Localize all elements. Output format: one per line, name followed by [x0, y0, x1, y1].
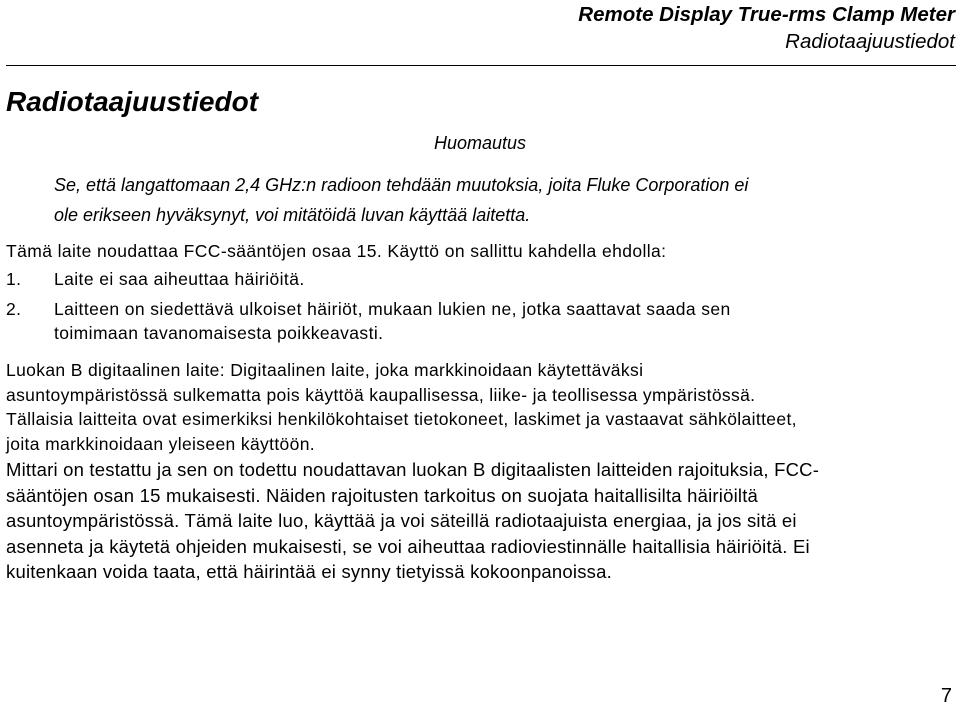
- note-text: [54, 170, 914, 230]
- page-number: 7: [940, 685, 952, 707]
- paragraph-line: asenneta ja käytetä ohjeiden mukaisesti, se voi aiheuttaa radioviestinnälle haitallisia häiriöitä. Ei: [6, 535, 810, 557]
- paragraph-line: Tällaisia laitteita ovat esimerkiksi henkilökohtaiset tietokoneet, laskimet ja vastaavat sähkölaitteet,: [6, 409, 797, 429]
- running-section-title: Radiotaajuustiedot: [785, 30, 955, 53]
- condition-number: 1.: [6, 269, 22, 289]
- condition-text: [54, 297, 954, 345]
- fcc-condition-2: [6, 297, 954, 345]
- note-heading: Huomautus: [433, 133, 527, 153]
- fcc-compliance-paragraph: [6, 457, 956, 585]
- paragraph-line: kuitenkaan voida taata, että häirintää ei synny tietyissä kokoonpanoissa.: [6, 561, 612, 582]
- running-header: [578, 1, 955, 55]
- note-line: ole erikseen hyväksynyt, voi mitätöidä luvan käyttää laitetta.: [54, 205, 531, 225]
- paragraph-line: asuntoympäristössä. Tämä laite luo, käyttää ja voi säteillä radiotaajuista energiaa, ja jos sitä ei: [6, 510, 797, 531]
- condition-text: [54, 265, 954, 293]
- note-line: Se, että langattomaan 2,4 GHz:n radioon tehdään muutoksia, joita Fluke Corporation ei: [54, 175, 749, 195]
- fcc-condition-1: [6, 265, 954, 293]
- paragraph-line: asuntoympäristössä sulkematta pois käyttöä kaupallisessa, liike- ja teollisessa ympäristössä.: [6, 384, 756, 405]
- class-b-definition-paragraph: [6, 358, 956, 456]
- condition-line: Laite ei saa aiheuttaa häiriöitä.: [54, 269, 305, 289]
- condition-number: 2.: [6, 299, 22, 319]
- manual-title: Remote Display True-rms Clamp Meter: [578, 3, 955, 26]
- paragraph-line: Mittari on testattu ja sen on todettu noudattavan luokan B digitaalisten laitteiden rajoituksia, FCC-: [6, 459, 820, 480]
- paragraph-line: Luokan B digitaalinen laite: Digitaalinen laite, joka markkinoidaan käytettäväksi: [6, 360, 644, 380]
- fcc-intro-paragraph: Tämä laite noudattaa FCC-sääntöjen osaa 15. Käyttö on sallittu kahdella ehdolla:: [6, 241, 667, 261]
- header-divider: [6, 65, 956, 66]
- paragraph-line: joita markkinoidaan yleiseen käyttöön.: [6, 433, 316, 454]
- section-heading: Radiotaajuustiedot: [6, 86, 259, 117]
- condition-line: toimimaan tavanomaisesta poikkeavasti.: [54, 323, 384, 343]
- condition-line: Laitteen on siedettävä ulkoiset häiriöt, mukaan lukien ne, jotka saattavat saada sen: [54, 299, 731, 319]
- paragraph-line: sääntöjen osan 15 mukaisesti. Näiden rajoitusten tarkoitus on suojata haitallisilta häiriöiltä: [6, 484, 759, 506]
